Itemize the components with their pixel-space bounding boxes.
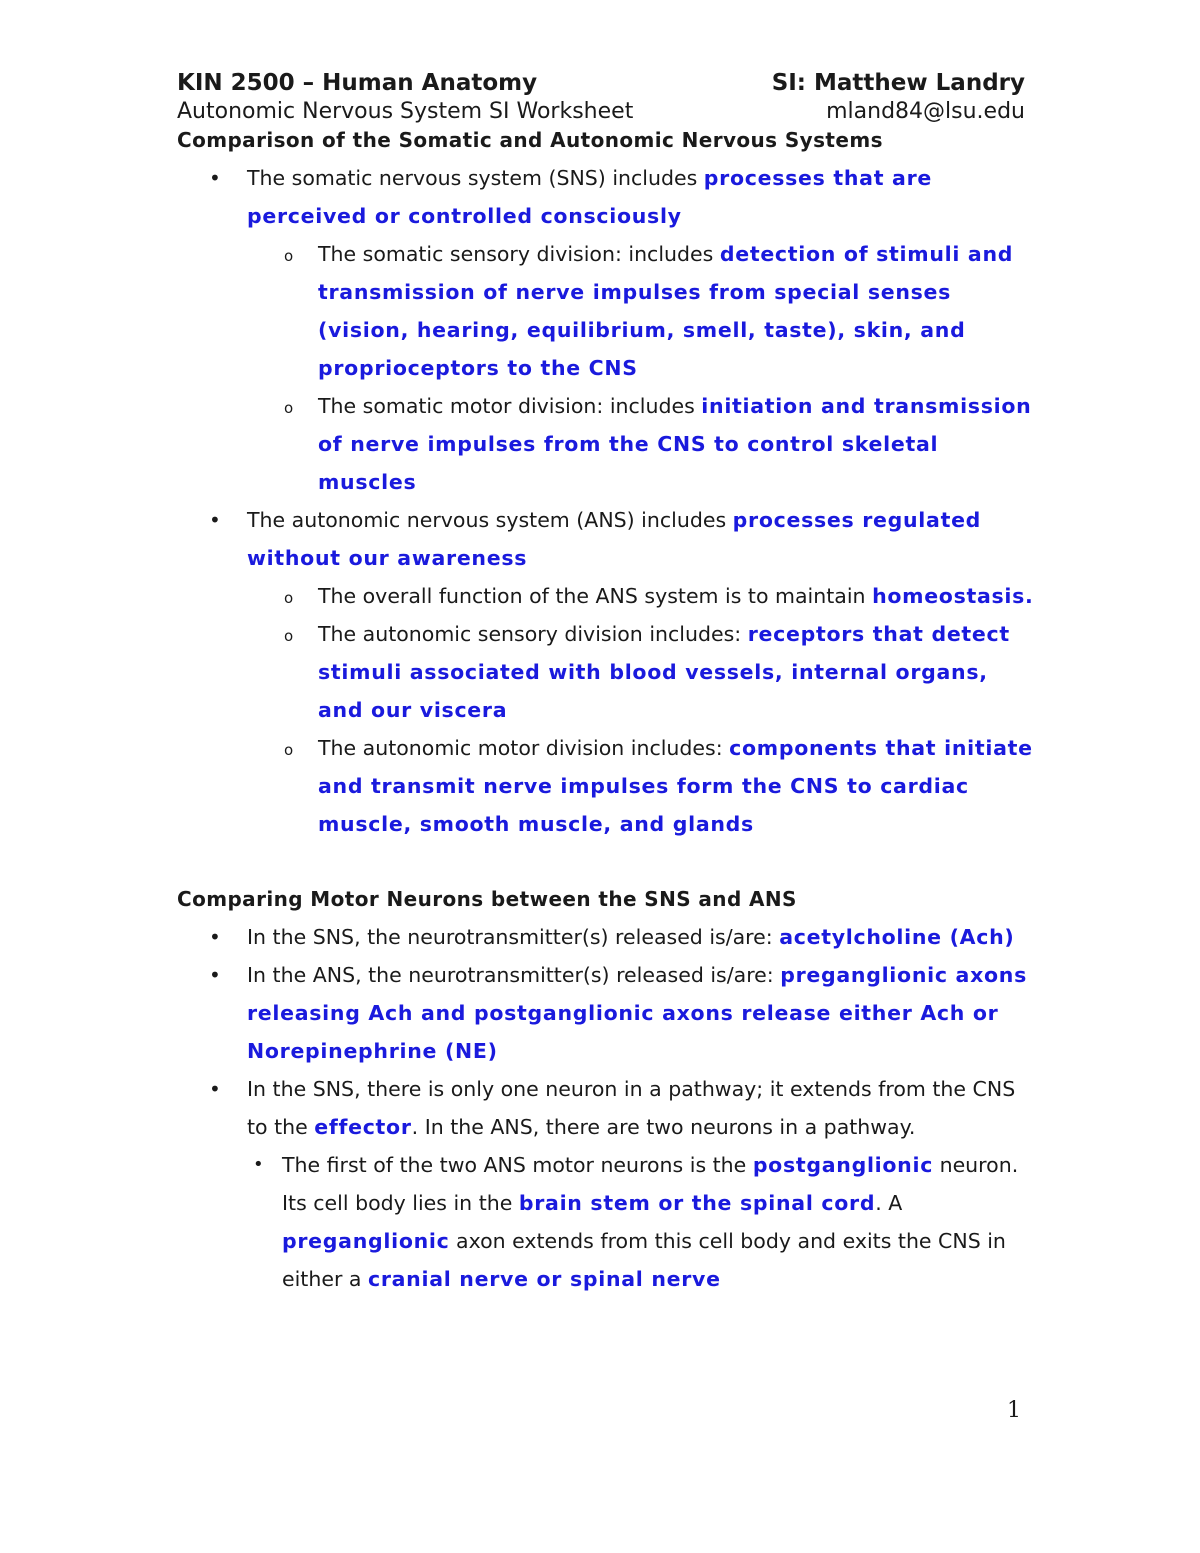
list-item-sns-neurotransmitter <box>177 918 1037 956</box>
ans-sublist <box>247 577 1037 843</box>
answer-text: acetylcholine (Ach) <box>779 925 1015 949</box>
bullet-marker: • <box>209 166 221 190</box>
item-text: The first of the two ANS motor neurons is the <box>282 1153 753 1177</box>
circle-marker: o <box>284 399 294 417</box>
section-title-motor-neurons: Comparing Motor Neurons between the SNS and ANS <box>177 887 797 911</box>
motor-neuron-list <box>177 918 1037 1298</box>
item-text: The somatic sensory division: includes <box>318 242 720 266</box>
header-line-1 <box>177 70 1025 96</box>
page-number: 1 <box>1007 1398 1021 1423</box>
circle-marker: o <box>284 589 294 607</box>
item-text: The somatic motor division: includes <box>318 394 702 418</box>
header-line-2 <box>177 99 1025 124</box>
item-text: axon extends from this cell body and exits the CNS in either a <box>282 1229 1006 1291</box>
sns-sublist <box>247 235 1037 501</box>
bullet-marker: • <box>209 925 221 949</box>
item-text: The somatic nervous system (SNS) includes <box>247 166 704 190</box>
list-item-ans-function <box>177 577 1037 615</box>
answer-text: receptors that detect stimuli associated with blood vessels, internal organs, and our viscera <box>318 622 1010 722</box>
list-item-ans-neurotransmitter <box>177 956 1037 1070</box>
section-title-comparison: Comparison of the Somatic and Autonomic Nervous Systems <box>177 128 883 152</box>
list-item-neuron-pathway <box>177 1070 1037 1298</box>
list-item-ans <box>177 501 1037 843</box>
circle-marker: o <box>284 247 294 265</box>
item-text: In the SNS, there is only one neuron in a pathway; it extends from the CNS to the <box>247 1077 1016 1139</box>
si-leader: SI: Matthew Landry <box>771 70 1025 96</box>
answer-text: preganglionic axons releasing Ach and postganglionic axons release either Ach or Norepinephrine (NE) <box>247 963 1027 1063</box>
circle-marker: o <box>284 627 294 645</box>
answer-text: postganglionic <box>752 1153 934 1177</box>
bullet-marker: • <box>209 963 221 987</box>
bullet-marker: • <box>209 508 221 532</box>
item-text: In the ANS, the neurotransmitter(s) released is/are: <box>247 963 781 987</box>
item-text: The autonomic nervous system (ANS) includes <box>247 508 733 532</box>
item-text: neuron. Its cell body lies in the <box>282 1153 1019 1215</box>
bullet-marker: • <box>209 1077 221 1101</box>
item-text: The autonomic sensory division includes: <box>318 622 748 646</box>
course-title: KIN 2500 – Human Anatomy <box>177 70 538 96</box>
answer-text: components that initiate and transmit nerve impulses form the CNS to cardiac muscle, smooth muscle, and glands <box>318 736 1033 836</box>
list-item-somatic-motor <box>177 387 1037 501</box>
pathway-sublist <box>247 1146 1037 1298</box>
answer-text: initiation and transmission of nerve impulses from the CNS to control skeletal muscles <box>318 394 1032 494</box>
item-text: The overall function of the ANS system is to maintain <box>318 584 873 608</box>
item-text: . A <box>875 1191 903 1215</box>
list-item-somatic-sensory <box>177 235 1037 387</box>
circle-marker: o <box>284 741 294 759</box>
email-address: mland84@lsu.edu <box>826 99 1025 124</box>
answer-text: homeostasis. <box>872 584 1034 608</box>
answer-text: detection of stimuli and transmission of nerve impulses from special senses (vision, hearing, equilibrium, smell, taste), skin, and proprioceptors to the CNS <box>318 242 1014 380</box>
item-text: . In the ANS, there are two neurons in a pathway. <box>411 1115 916 1139</box>
worksheet-title: Autonomic Nervous System SI Worksheet <box>177 99 634 124</box>
answer-text: processes regulated without our awareness <box>247 508 982 570</box>
list-item-autonomic-motor <box>177 729 1037 843</box>
answer-text: brain stem or the spinal cord <box>518 1191 876 1215</box>
item-text: In the SNS, the neurotransmitter(s) released is/are: <box>247 925 780 949</box>
list-item-autonomic-sensory <box>177 615 1037 729</box>
answer-text: effector <box>314 1115 412 1139</box>
comparison-list <box>177 159 1037 843</box>
answer-text: processes that are perceived or controlled consciously <box>247 166 932 228</box>
list-item-first-ans-neuron <box>177 1146 1037 1298</box>
bullet-marker: • <box>253 1154 264 1175</box>
answer-text: cranial nerve or spinal nerve <box>367 1267 721 1291</box>
item-text: The autonomic motor division includes: <box>318 736 730 760</box>
answer-text: preganglionic <box>282 1229 450 1253</box>
list-item-sns <box>177 159 1037 501</box>
